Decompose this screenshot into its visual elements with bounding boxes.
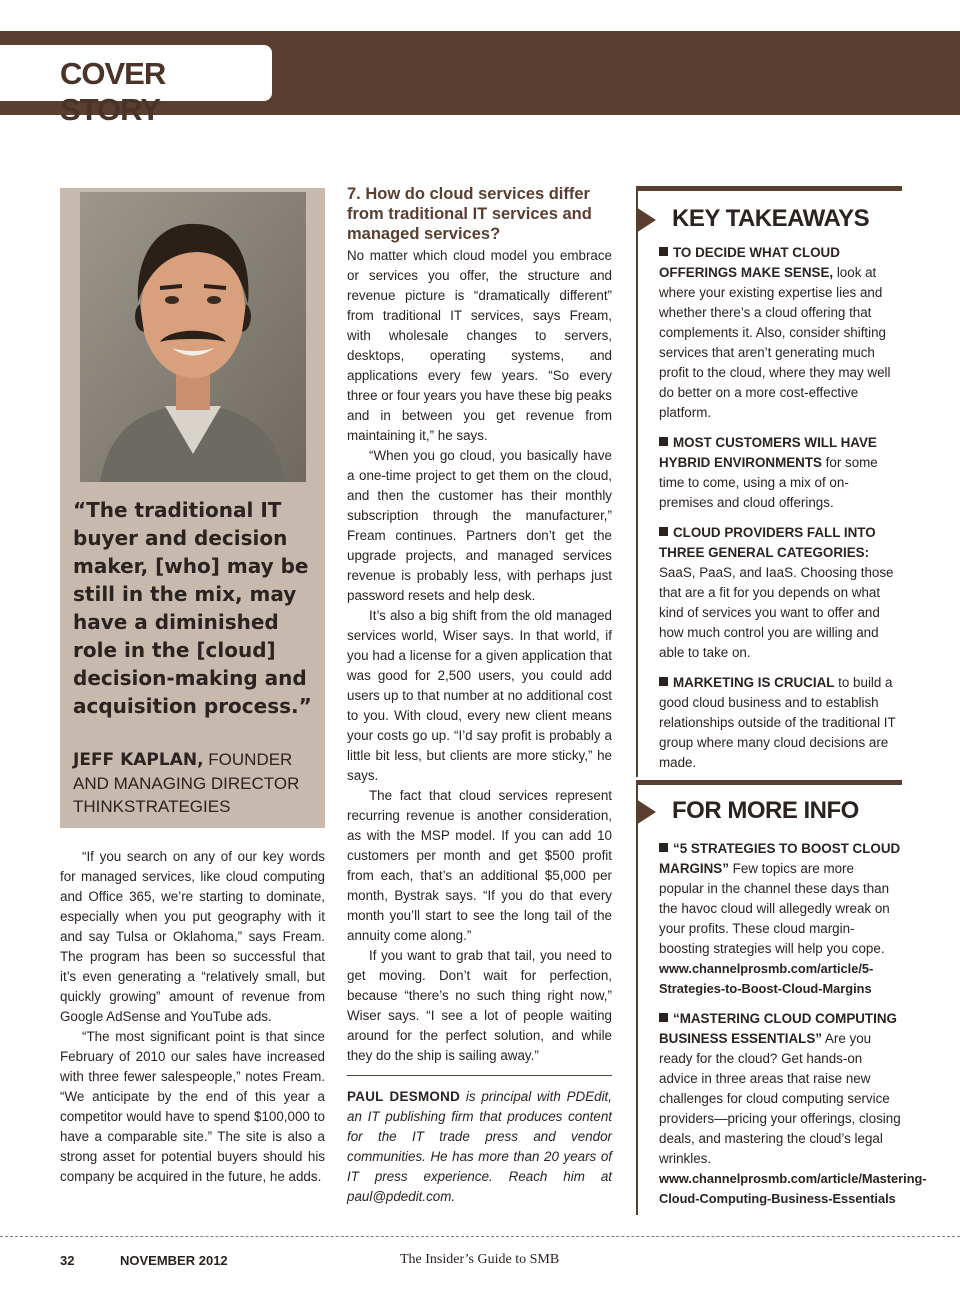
list-item: “5 STRATEGIES TO BOOST CLOUD MARGINS” Few topics are more popular in the channel these days than the havoc cloud will allegedly wreak on your profits. These cloud margin-boosting strategies will help you cope. www.channelprosmb.com/article/5-Strategies-to-Boost-Cloud-Margins <box>659 841 901 996</box>
bullet-square-icon <box>659 1013 668 1022</box>
page-number: 32 <box>60 1253 75 1268</box>
section-title: COVER STORY <box>60 56 166 127</box>
more-info-title: FOR MORE INFO <box>672 797 859 824</box>
quote-author: JEFF KAPLAN, <box>73 750 204 770</box>
bullet-square-icon <box>659 843 668 852</box>
key-takeaways-title: KEY TAKEAWAYS <box>672 205 870 232</box>
footer-tagline: The Insider’s Guide to SMB <box>400 1252 560 1267</box>
key-takeaways-box <box>636 186 902 777</box>
list-item: MARKETING IS CRUCIAL to build a good cloud business and to establish relationships outside of the traditional IT group where many cloud decisions are made. <box>659 675 896 770</box>
paragraph: If you want to grab that tail, you need to get moving. Don’t wait for perfection, because “there’s no such thing right now,” Wiser says. “I see a lot of people waiting around for the perfect solution, and while they do the ship is sailing away.” <box>347 948 612 1063</box>
bio-author-name: PAUL DESMOND <box>347 1089 461 1104</box>
author-bio <box>347 1087 612 1207</box>
bio-text: is principal with PDEdit, an IT publishing firm that produces content for the IT trade press and vendor communities. He has more than 20 years of IT press experience. Reach him at paul@pdedit.com. <box>347 1089 612 1204</box>
article-column-middle <box>347 246 612 1066</box>
list-item: CLOUD PROVIDERS FALL INTO THREE GENERAL CATEGORIES: SaaS, PaaS, and IaaS. Choosing those that are a fit for you depends on what kind of services you want to offer and how much control you are willing and able to take on. <box>659 525 894 660</box>
paragraph: “If you search on any of our key words for managed services, like cloud computing and Office 365, we’re starting to dominate, especially when you put geography with it and say Tulsa or Oklahoma,” says Fream. The program has been so successful that it’s even generating a “relatively small, but quickly growing” amount of revenue from Google AdSense and YouTube ads. <box>60 849 325 1024</box>
issue-date: NOVEMBER 2012 <box>120 1253 228 1268</box>
paragraph: The fact that cloud services represent recurring revenue is another consideration, as with the MSP model. If you can add 10 customers per month and get $500 profit from each, that’s an additional $5,000 per month, Bystrak says. “If you do that every month you’ll start to see the long tail of the annuity come along.” <box>347 788 612 943</box>
portrait-illustration <box>80 192 306 482</box>
arrow-icon <box>636 207 656 233</box>
list-item: TO DECIDE WHAT CLOUD OFFERINGS MAKE SENSE, look at where your existing expertise lies and whether there’s a cloud offering that complements it. Also, consider shifting services that aren’t generating much profit to the cloud, where they may well do better on a more cost-effective platform. <box>659 245 891 420</box>
article-column-left <box>60 847 325 1187</box>
portrait-photo <box>80 192 306 482</box>
paragraph: It’s also a big shift from the old managed services world, Wiser says. In that world, if you had a license for a given application that was good for 2,500 users, you could add users up to that number at no additional cost to you. With cloud, every new client means your costs go up. “I’d say profit is probably a little bit less, but clients are more sticky,” he says. <box>347 608 612 783</box>
bullet-square-icon <box>659 247 668 256</box>
bio-divider <box>347 1075 612 1076</box>
pull-quote: “The traditional IT buyer and decision maker, [who] may be still in the mix, may have a diminished role in the [cloud] decision-making and acquisition process.” <box>73 498 312 718</box>
section-tab <box>0 45 272 127</box>
article-link[interactable]: www.channelprosmb.com/article/Mastering-Cloud-Computing-Business-Essentials <box>659 1171 927 1206</box>
paragraph: “When you go cloud, you basically have a one-time project to get them on the cloud, and then the customer has their monthly subscription through the manufacturer,” Fream continues. Partners don’t get the upgrade projects, and managed services revenue is probably less, with perhaps just password resets and help desk. <box>347 448 612 603</box>
key-takeaways-list <box>659 243 902 783</box>
arrow-icon <box>636 799 656 825</box>
question-heading: 7. How do cloud services differ from traditional IT services and managed services? <box>347 185 592 243</box>
paragraph: No matter which cloud model you embrace or services you offer, the structure and revenue picture is “dramatically different” from traditional IT services, says Fream, with wholesale changes to servers, desktops, operating systems, and applications every few years. “So every three or four years you have these big peaks and in between you get revenue from maintaining it,” he says. <box>347 248 612 443</box>
more-info-list <box>659 839 927 1219</box>
quote-attribution <box>73 748 318 818</box>
more-info-box <box>636 780 927 1215</box>
footer-divider <box>0 1236 960 1237</box>
article-link[interactable]: www.channelprosmb.com/article/5-Strategies-to-Boost-Cloud-Margins <box>659 961 874 996</box>
list-item: MOST CUSTOMERS WILL HAVE HYBRID ENVIRONMENTS for some time to come, using a mix of on-premises and cloud offerings. <box>659 435 878 510</box>
quote-author-title: FOUNDER AND MANAGING DIRECTOR THINKSTRATEGIES <box>73 750 300 816</box>
bullet-square-icon <box>659 677 668 686</box>
bullet-square-icon <box>659 527 668 536</box>
paragraph: “The most significant point is that since February of 2010 our sales have increased with three fewer salespeople,” notes Fream. “We anticipate by the end of this year a competitor would have to spend $100,000 to have a comparable site.” The site is also a strong asset for potential buyers should his company be acquired in the future, he adds. <box>60 1029 325 1184</box>
list-item: “MASTERING CLOUD COMPUTING BUSINESS ESSENTIALS” Are you ready for the cloud? Get hands-on advice in three areas that raise new challenges for cloud computing service providers—pricing your offerings, closing deals, and mastering the cloud’s legal wrinkles. www.channelprosmb.com/article/Mastering-Cloud-Computing-Business-Essentials <box>659 1011 927 1206</box>
bullet-square-icon <box>659 437 668 446</box>
